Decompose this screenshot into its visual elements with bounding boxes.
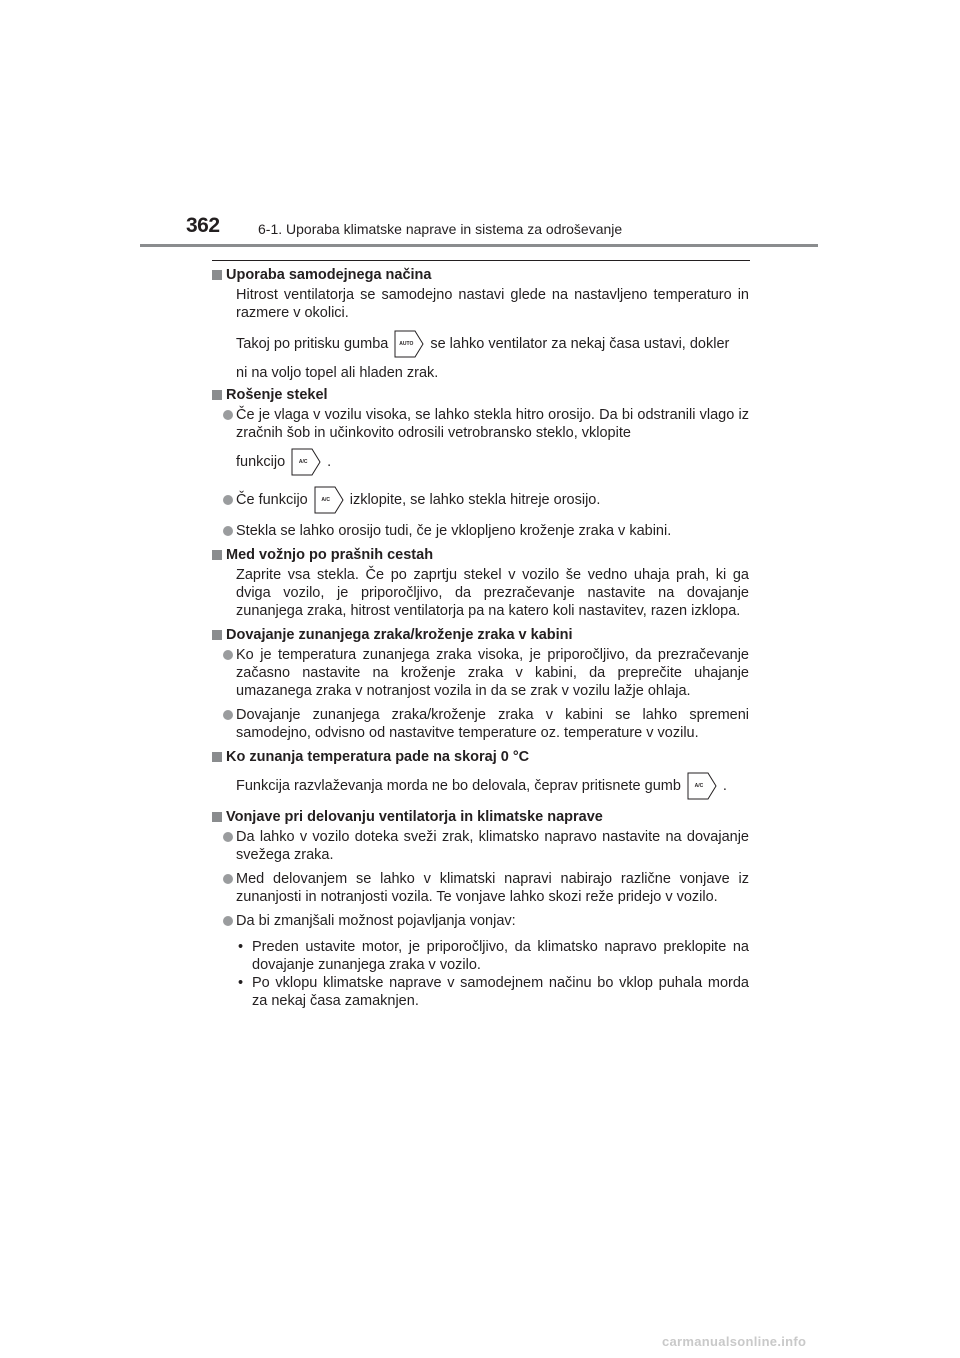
- section-heading-dust: Med vožnjo po prašnih cestah: [212, 546, 749, 564]
- odor-sub-item-1: • Preden ustavite motor, je priporočljivo, da klimatsko napravo preklopite na dovajanje zunanjega zraka v vozilo.: [238, 939, 749, 973]
- square-marker-icon: [212, 270, 222, 280]
- odor-bullet-3: Da bi zmanjšali možnost pojavljanja vonjav:: [236, 912, 749, 930]
- fog-bullet-3: Stekla se lahko orosijo tudi, če je vklopljeno kroženje zraka v kabini.: [236, 522, 749, 540]
- bullet-dot-icon: [223, 526, 233, 536]
- odor-bullet-2: Med delovanjem se lahko v klimatski napravi nabirajo različne vonjave iz zunanjosti in notranjosti vozila. Te vonjave lahko skozi reže pridejo v vozilo.: [236, 870, 749, 906]
- ac-button-icon: A/C: [314, 486, 344, 514]
- section-heading-odor: Vonjave pri delovanju ventilatorja in klimatske naprave: [212, 808, 749, 826]
- bullet-dot-icon: [223, 650, 233, 660]
- cold-paragraph: Funkcija razvlaževanja morda ne bo delovala, čeprav pritisnete gumb A/C .: [236, 770, 749, 802]
- section-heading-cold: Ko zunanja temperatura pade na skoraj 0 °C: [212, 748, 749, 766]
- chapter-title: 6-1. Uporaba klimatske naprave in sistema za odroševanje: [258, 221, 623, 237]
- auto-paragraph: Hitrost ventilatorja se samodejno nastavi glede na nastavljeno temperaturo in razmere v okolici.: [236, 287, 749, 321]
- content: [212, 266, 749, 1010]
- page-number: 362: [186, 214, 220, 237]
- fog-bullet-1: Če je vlaga v vozilu visoka, se lahko stekla hitro orosijo. Da bi odstranili vlago iz zračnih šob in učinkovito odrosili vetrobransko steklo, vklopite funkcijo A/C .: [236, 406, 749, 478]
- header-rule: [140, 244, 818, 247]
- square-marker-icon: [212, 630, 222, 640]
- ac-button-icon: A/C: [291, 448, 321, 476]
- auto-button-paragraph: Takoj po pritisku gumba AUTO se lahko ventilator za nekaj časa ustavi, dokler ni na voljo topel ali hladen zrak.: [236, 328, 749, 382]
- bullet-dot-icon: [223, 874, 233, 884]
- bullet-dot-icon: [223, 495, 233, 505]
- air-bullet-2: Dovajanje zunanjega zraka/kroženje zraka v kabini se lahko spremeni samodejno, odvisno od nastavitve temperature oz. temperature v vozilu.: [236, 706, 749, 742]
- dust-paragraph: Zaprite vsa stekla. Če po zaprtju stekel v vozilo še vedno uhaja prah, ki ga dviga vozilo, je priporočljivo, da prezračevanje nastavite na dovajanje zunanjega zraka, hitrost ventilatorja pa na katero koli nastavitev, razen izklopa.: [236, 567, 749, 619]
- fog-bullet-2: Če funkcijo A/C izklopite, se lahko stekla hitreje orosijo.: [236, 484, 749, 516]
- odor-sub-item-2: • Po vklopu klimatske naprave v samodejnem načinu bo vklop puhala morda za nekaj časa zamaknjen.: [238, 975, 749, 1009]
- bullet-dot-icon: [223, 916, 233, 926]
- watermark: carmanualsonline.info: [662, 1334, 807, 1349]
- square-marker-icon: [212, 752, 222, 762]
- section-heading-auto: Uporaba samodejnega načina: [212, 266, 749, 284]
- odor-bullet-1: Da lahko v vozilo doteka sveži zrak, klimatsko napravo nastavite na dovajanje svežega zraka.: [236, 828, 749, 864]
- content-rule: [212, 260, 750, 261]
- bullet-dot-icon: [223, 832, 233, 842]
- section-heading-air: Dovajanje zunanjega zraka/kroženje zraka v kabini: [212, 626, 749, 644]
- auto-button-icon: AUTO: [394, 330, 424, 358]
- bullet-dot-icon: [223, 410, 233, 420]
- section-heading-fog: Rošenje stekel: [212, 386, 749, 404]
- square-marker-icon: [212, 550, 222, 560]
- bullet-dot-icon: [223, 710, 233, 720]
- air-bullet-1: Ko je temperatura zunanjega zraka visoka, je priporočljivo, da prezračevanje začasno nastavite na kroženje zraka v kabini, da preprečite uhajanje umazanega zraka v notranjost vozila in da se zrak v vozilu lažje ohlaja.: [236, 646, 749, 700]
- square-marker-icon: [212, 390, 222, 400]
- square-marker-icon: [212, 812, 222, 822]
- ac-button-icon: A/C: [687, 772, 717, 800]
